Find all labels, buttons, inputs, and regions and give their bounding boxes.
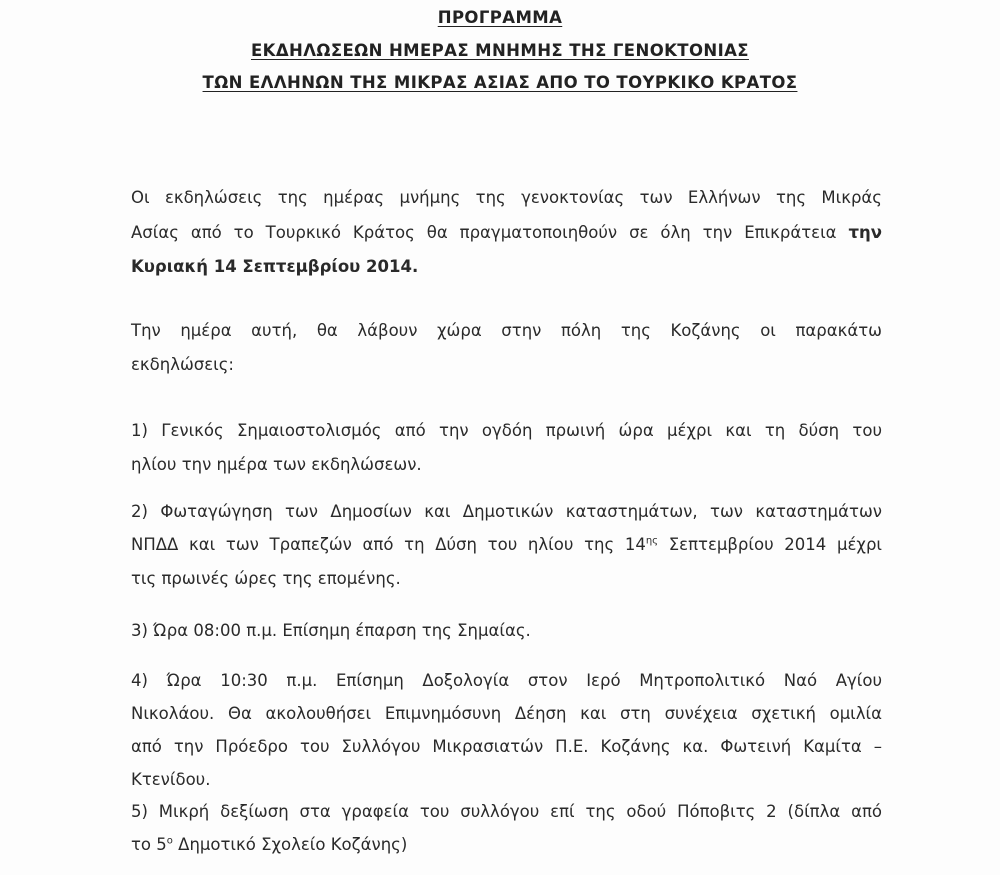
- item-4-line-2: Νικολάου. Θα ακολουθήσει Επιμνημόσυνη Δέηση και στη συνέχεια σχετική ομιλία: [131, 704, 882, 723]
- intro-date-bold: Κυριακή 14 Σεπτεμβρίου 2014.: [131, 257, 419, 276]
- item-1-line-1: 1) Γενικός Σημαιοστολισμός από την ογδόη πρωινή ώρα μέχρι και τη δύση του: [131, 421, 882, 440]
- item-4-line-3: από την Πρόεδρο του Συλλόγου Μικρασιατών Π.Ε. Κοζάνης κα. Φωτεινή Καμίτα –: [131, 737, 882, 756]
- item-5-line-2-part-a: το 5: [131, 835, 167, 854]
- item-2-ordinal-suffix: ης: [645, 535, 659, 547]
- item-2-line-2-part-b: Σεπτεμβρίου 2014 μέχρι: [658, 535, 882, 554]
- para2-line-2: εκδηλώσεις:: [131, 355, 234, 374]
- item-5-line-1: 5) Μικρή δεξίωση στα γραφεία του συλλόγου επί της οδού Πόποβιτς 2 (δίπλα από: [131, 802, 882, 821]
- intro-line-2-text: Ασίας από το Τουρκικό Κράτος θα πραγματοποιηθούν σε όλη την Επικράτεια: [131, 223, 849, 242]
- para2-line-1: Την ημέρα αυτή, θα λάβουν χώρα στην πόλη της Κοζάνης οι παρακάτω: [131, 321, 882, 340]
- intro-line-2-bold: την: [848, 223, 882, 242]
- item-3-line-1: 3) Ώρα 08:00 π.μ. Επίσημη έπαρση της Σημαίας.: [131, 621, 531, 640]
- document-title-line-1: ΠΡΟΓΡΑΜΜΑ: [437, 8, 563, 27]
- item-2-line-3: τις πρωινές ώρες της επομένης.: [131, 569, 401, 588]
- item-4-line-4: Κτενίδου.: [131, 770, 211, 789]
- document-title-line-3: ΤΩΝ ΕΛΛΗΝΩΝ ΤΗΣ ΜΙΚΡΑΣ ΑΣΙΑΣ ΑΠΟ ΤΟ ΤΟΥΡΚΙΚΟ ΚΡΑΤΟΣ: [202, 73, 798, 92]
- document-title-line-2: ΕΚΔΗΛΩΣΕΩΝ ΗΜΕΡΑΣ ΜΝΗΜΗΣ ΤΗΣ ΓΕΝΟΚΤΟΝΙΑΣ: [251, 41, 749, 60]
- item-1-line-2: ηλίου την ημέρα των εκδηλώσεων.: [131, 455, 422, 474]
- item-5-ordinal-suffix: ο: [166, 835, 173, 847]
- item-2-line-2-part-a: ΝΠΔΔ και των Τραπεζών από τη Δύση του ηλίου της 14: [131, 535, 646, 554]
- item-5-line-2: [131, 835, 882, 854]
- item-5-line-2-part-b: Δημοτικό Σχολείο Κοζάνης): [172, 835, 408, 854]
- intro-line-2: [131, 223, 882, 242]
- intro-line-1: Οι εκδηλώσεις της ημέρας μνήμης της γενοκτονίας των Ελλήνων της Μικράς: [131, 188, 882, 207]
- item-2-line-1: 2) Φωταγώγηση των Δημοσίων και Δημοτικών καταστημάτων, των καταστημάτων: [131, 502, 882, 521]
- item-2-line-2: [131, 535, 882, 554]
- item-4-line-1: 4) Ώρα 10:30 π.μ. Επίσημη Δοξολογία στον Ιερό Μητροπολιτικό Ναό Αγίου: [131, 671, 882, 690]
